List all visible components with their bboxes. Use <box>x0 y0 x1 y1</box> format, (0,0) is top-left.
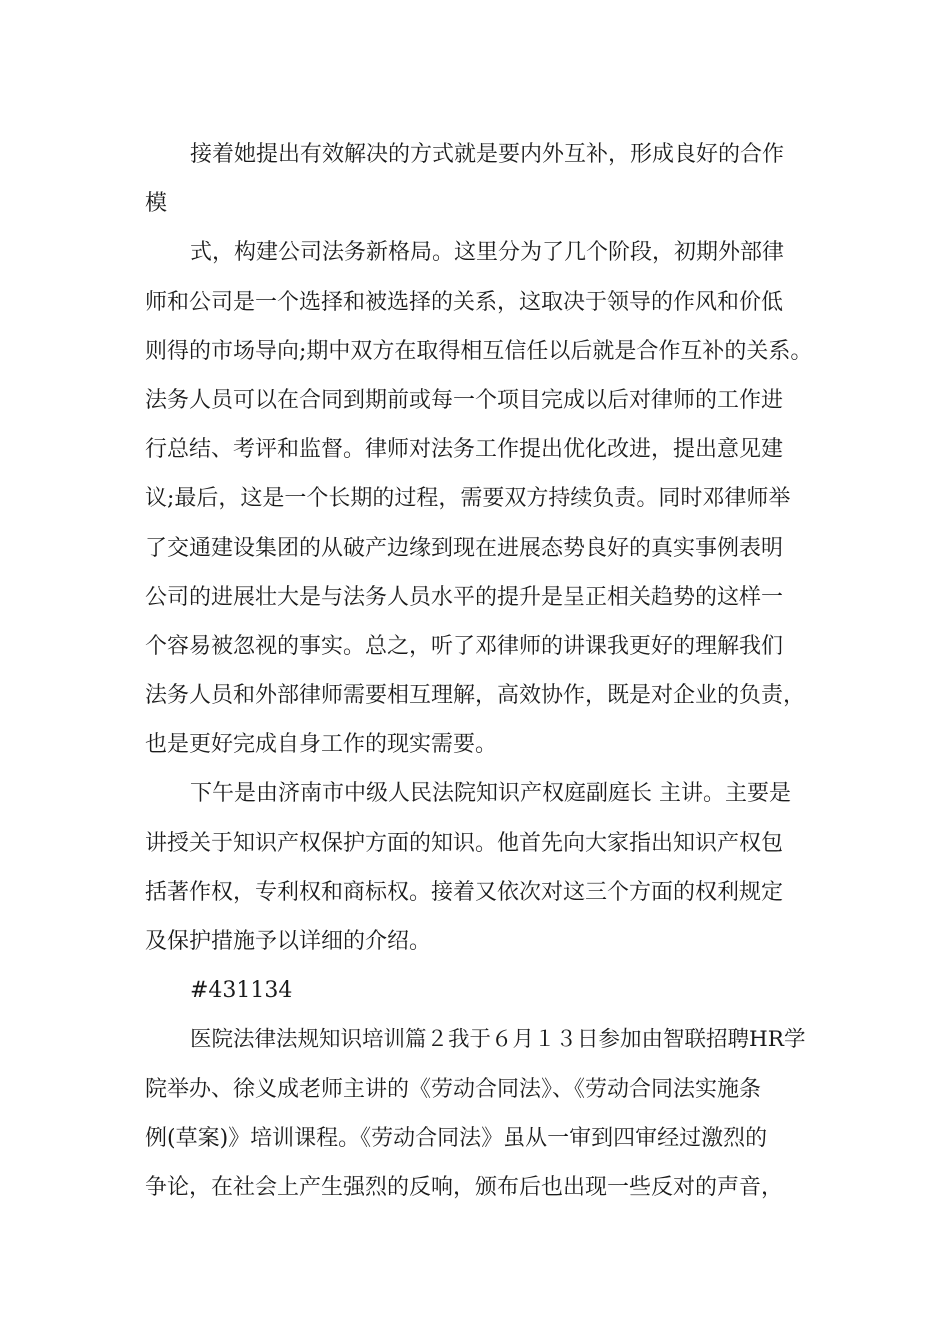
text-line: #431134 <box>190 978 293 1004</box>
text-line: 行总结、考评和监督。律师对法务工作提出优化改进，提出意见建 <box>145 437 784 463</box>
text-line: 下午是由济南市中级人民法院知识产权庭副庭长 主讲。主要是 <box>190 781 791 807</box>
text-line: 法务人员可以在合同到期前或每一个项目完成以后对律师的工作进 <box>145 387 784 413</box>
text-line: 争论，在社会上产生强烈的反响，颁布后也出现一些反对的声音， <box>145 1174 784 1200</box>
text-line: 议;最后，这是一个长期的过程，需要双方持续负责。同时邓律师举 <box>145 486 791 512</box>
text-line: 模 <box>145 191 168 217</box>
text-line: 例(草案)》培训课程。《劳动合同法》虽从一审到四审经过激烈的 <box>145 1125 768 1151</box>
text-line: 了交通建设集团的从破产边缘到现在进展态势良好的真实事例表明 <box>145 535 784 561</box>
text-line: 讲授关于知识产权保护方面的知识。他首先向大家指出知识产权包 <box>145 830 784 856</box>
text-line: 公司的进展壮大是与法务人员水平的提升是呈正相关趋势的这样一 <box>145 584 784 610</box>
text-line: 院举办、徐义成老师主讲的《劳动合同法》、《劳动合同法实施条 <box>145 1076 762 1102</box>
text-line: 括著作权，专利权和商标权。接着又依次对这三个方面的权利规定 <box>145 879 784 905</box>
text-line: 法务人员和外部律师需要相互理解，高效协作，既是对企业的负责， <box>145 683 806 709</box>
text-line: 也是更好完成自身工作的现实需要。 <box>145 732 498 758</box>
text-line: 个容易被忽视的事实。总之，听了邓律师的讲课我更好的理解我们 <box>145 633 784 659</box>
document-body <box>145 130 815 1212</box>
text-line: 式，构建公司法务新格局。这里分为了几个阶段，初期外部律 <box>190 240 785 266</box>
text-line: 则得的市场导向;期中双方在取得相互信任以后就是合作互补的关系。 <box>145 338 813 364</box>
text-line: 师和公司是一个选择和被选择的关系，这取决于领导的作风和价低 <box>145 289 784 315</box>
text-line: 接着她提出有效解决的方式就是要内外互补，形成良好的合作 <box>190 142 785 167</box>
text-line: 医院法律法规知识培训篇２我于６月１３日参加由智联招聘HR学 <box>190 1027 806 1053</box>
text-line: 及保护措施予以详细的介绍。 <box>145 929 432 954</box>
